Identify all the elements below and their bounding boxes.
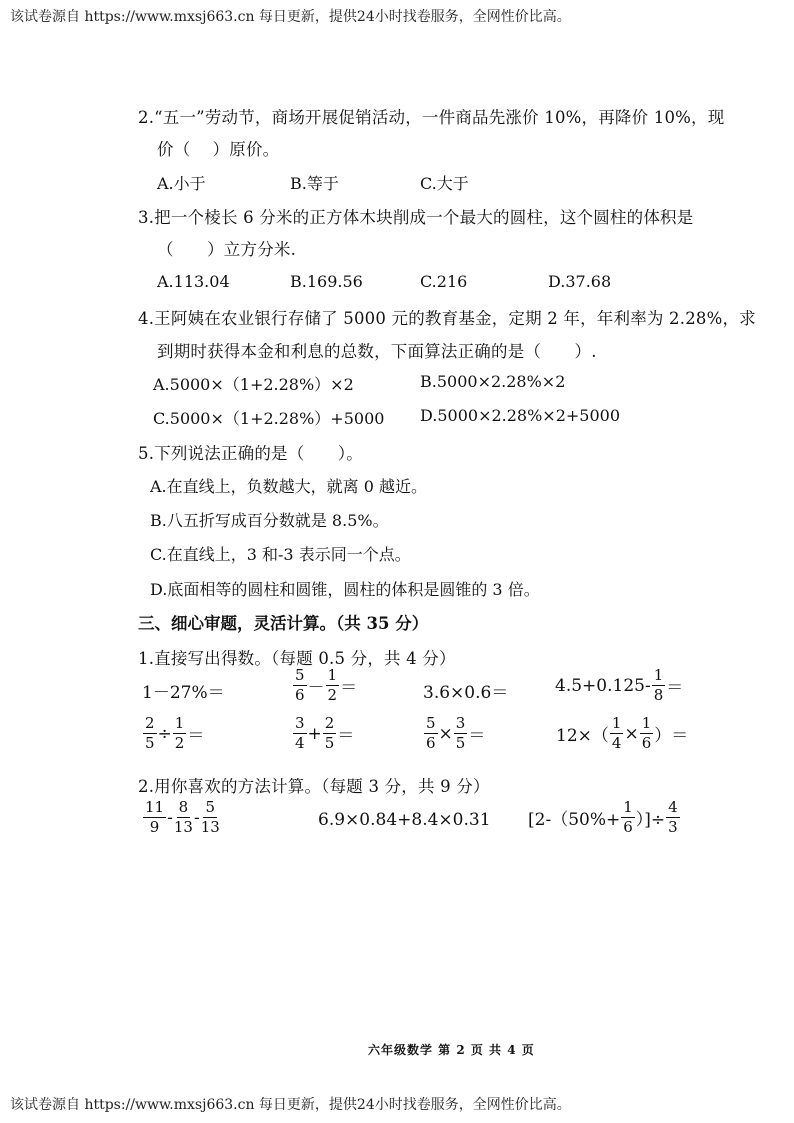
calc-1b bbox=[292, 668, 357, 703]
numerator: 4 bbox=[668, 798, 678, 816]
calc-1h bbox=[556, 716, 688, 751]
question-2-option-b: B.等于 bbox=[290, 174, 339, 193]
numerator: 2 bbox=[324, 714, 335, 732]
calc-1h-suffix: ）＝ bbox=[654, 726, 689, 746]
question-4-line2: 到期时获得本金和利息的总数，下面算法正确的是（ ）. bbox=[157, 342, 597, 361]
equals: ＝ bbox=[187, 726, 205, 746]
question-4-line1: 4.王阿姨在农业银行存储了 5000 元的教育基金，定期 2 年，年利率为 2.28%，求 bbox=[138, 309, 756, 328]
numerator: 1 bbox=[611, 714, 622, 732]
question-4-option-c: C.5000×（1+2.28%）+5000 bbox=[153, 409, 385, 428]
denominator: 2 bbox=[174, 734, 185, 752]
numerator: 8 bbox=[178, 798, 189, 816]
question-4-option-a: A.5000×（1+2.28%）×2 bbox=[153, 375, 354, 394]
question-2-line1: 2.“五一”劳动节，商场开展促销活动，一件商品先涨价 10%，再降价 10%，现 bbox=[138, 108, 725, 127]
question-2-line2: 价（ ）原价。 bbox=[157, 140, 280, 159]
calc-2c bbox=[528, 800, 681, 835]
calc-1f bbox=[292, 716, 354, 751]
fraction bbox=[640, 716, 654, 751]
numerator: 1 bbox=[641, 714, 652, 732]
numerator: 1 bbox=[174, 714, 185, 732]
denominator: 5 bbox=[145, 734, 155, 752]
fraction bbox=[143, 800, 166, 835]
calc-1a bbox=[142, 678, 225, 703]
equals: ＝ bbox=[340, 678, 358, 698]
fraction bbox=[454, 716, 468, 751]
denominator: 6 bbox=[623, 818, 633, 836]
fraction bbox=[201, 800, 220, 835]
question-2-option-a: A.小于 bbox=[157, 174, 206, 193]
section-3-part-2-title: 2.用你喜欢的方法计算。（每题 3 分，共 9 分） bbox=[138, 777, 490, 796]
denominator: 4 bbox=[295, 734, 305, 752]
fraction bbox=[174, 800, 193, 835]
calc-1h-prefix: 12×（ bbox=[556, 726, 609, 746]
denominator: 4 bbox=[611, 734, 622, 752]
denominator: 6 bbox=[426, 734, 436, 752]
calc-2b bbox=[318, 810, 491, 830]
page-footer: 六年级数学 第 2 页 共 4 页 bbox=[368, 1043, 535, 1057]
operator: - bbox=[167, 807, 173, 828]
denominator: 2 bbox=[327, 686, 338, 704]
fraction bbox=[610, 716, 624, 751]
calc-1c-expression: 3.6×0.6＝ bbox=[423, 683, 509, 703]
fraction bbox=[293, 716, 307, 751]
calc-1g bbox=[423, 716, 485, 751]
operator: + bbox=[307, 723, 322, 744]
calc-2c-middle: ）]÷ bbox=[635, 810, 666, 830]
denominator: 6 bbox=[295, 686, 305, 704]
question-4-option-b: B.5000×2.28%×2 bbox=[420, 372, 566, 391]
question-3-line2: （ ）立方分米. bbox=[157, 240, 297, 259]
numerator: 5 bbox=[295, 666, 305, 684]
source-banner-bottom: 该试卷源自 https://www.mxsj663.cn 每日更新，提供24小时找卷服务，全网性价比高。 bbox=[10, 1097, 571, 1113]
numerator: 5 bbox=[205, 798, 215, 816]
denominator: 5 bbox=[324, 734, 335, 752]
fraction bbox=[666, 800, 680, 835]
question-3-option-a: A.113.04 bbox=[157, 272, 230, 291]
denominator: 13 bbox=[200, 818, 220, 836]
numerator: 5 bbox=[426, 714, 436, 732]
section-3-title: 三、细心审题，灵活计算。（共 35 分） bbox=[138, 614, 429, 633]
question-3-option-c: C.216 bbox=[420, 272, 468, 291]
question-3-line1: 3.把一个棱长 6 分米的正方体木块削成一个最大的圆柱，这个圆柱的体积是 bbox=[138, 208, 694, 227]
numerator: 1 bbox=[623, 798, 633, 816]
denominator: 6 bbox=[641, 734, 652, 752]
calc-2c-prefix: [2-（50%+ bbox=[528, 810, 621, 830]
operator: - bbox=[193, 807, 200, 828]
calc-1a-expression: 1－27%＝ bbox=[142, 683, 225, 703]
equals: ＝ bbox=[666, 678, 684, 698]
numerator: 2 bbox=[145, 714, 155, 732]
operator: － bbox=[307, 678, 325, 698]
section-3-part-1-title: 1.直接写出得数。（每题 0.5 分，共 4 分） bbox=[138, 649, 456, 668]
fraction bbox=[652, 668, 666, 703]
question-5-option-d: D.底面相等的圆柱和圆锥，圆柱的体积是圆锥的 3 倍。 bbox=[150, 580, 540, 599]
denominator: 9 bbox=[149, 818, 160, 836]
numerator: 3 bbox=[295, 714, 305, 732]
calc-1e bbox=[142, 716, 204, 751]
equals: ＝ bbox=[337, 726, 355, 746]
numerator: 1 bbox=[327, 666, 338, 684]
numerator: 1 bbox=[653, 666, 664, 684]
fraction bbox=[326, 668, 340, 703]
operator: ÷ bbox=[157, 723, 172, 744]
question-3-option-d: D.37.68 bbox=[548, 272, 612, 291]
calc-1c bbox=[423, 678, 508, 703]
question-5-option-b: B.八五折写成百分数就是 8.5%。 bbox=[150, 511, 389, 530]
operator: × bbox=[624, 723, 639, 744]
fraction bbox=[143, 716, 157, 751]
question-5-option-c: C.在直线上，3 和-3 表示同一个点。 bbox=[150, 545, 411, 564]
numerator: 11 bbox=[145, 798, 165, 816]
question-3-option-b: B.169.56 bbox=[290, 272, 363, 291]
denominator: 13 bbox=[173, 818, 193, 836]
fraction bbox=[621, 800, 635, 835]
fraction bbox=[323, 716, 337, 751]
equals: ＝ bbox=[468, 726, 486, 746]
fraction bbox=[173, 716, 187, 751]
denominator: 5 bbox=[455, 734, 466, 752]
fraction bbox=[293, 668, 307, 703]
denominator: 3 bbox=[668, 818, 678, 836]
denominator: 8 bbox=[653, 686, 664, 704]
question-4-option-d: D.5000×2.28%×2+5000 bbox=[420, 406, 621, 425]
question-5-option-a: A.在直线上，负数越大，就离 0 越近。 bbox=[150, 477, 427, 496]
question-5-stem: 5.下列说法正确的是（ ）。 bbox=[138, 444, 363, 463]
calc-2a bbox=[142, 800, 221, 835]
question-2-option-c: C.大于 bbox=[420, 174, 469, 193]
source-banner-top: 该试卷源自 https://www.mxsj663.cn 每日更新，提供24小时找卷服务，全网性价比高。 bbox=[10, 9, 571, 25]
fraction bbox=[424, 716, 438, 751]
calc-1d bbox=[555, 668, 683, 703]
numerator: 3 bbox=[455, 714, 466, 732]
operator: × bbox=[438, 723, 453, 744]
calc-1d-prefix: 4.5+0.125- bbox=[555, 675, 651, 696]
calc-2b-expression: 6.9×0.84+8.4×0.31 bbox=[318, 810, 491, 830]
